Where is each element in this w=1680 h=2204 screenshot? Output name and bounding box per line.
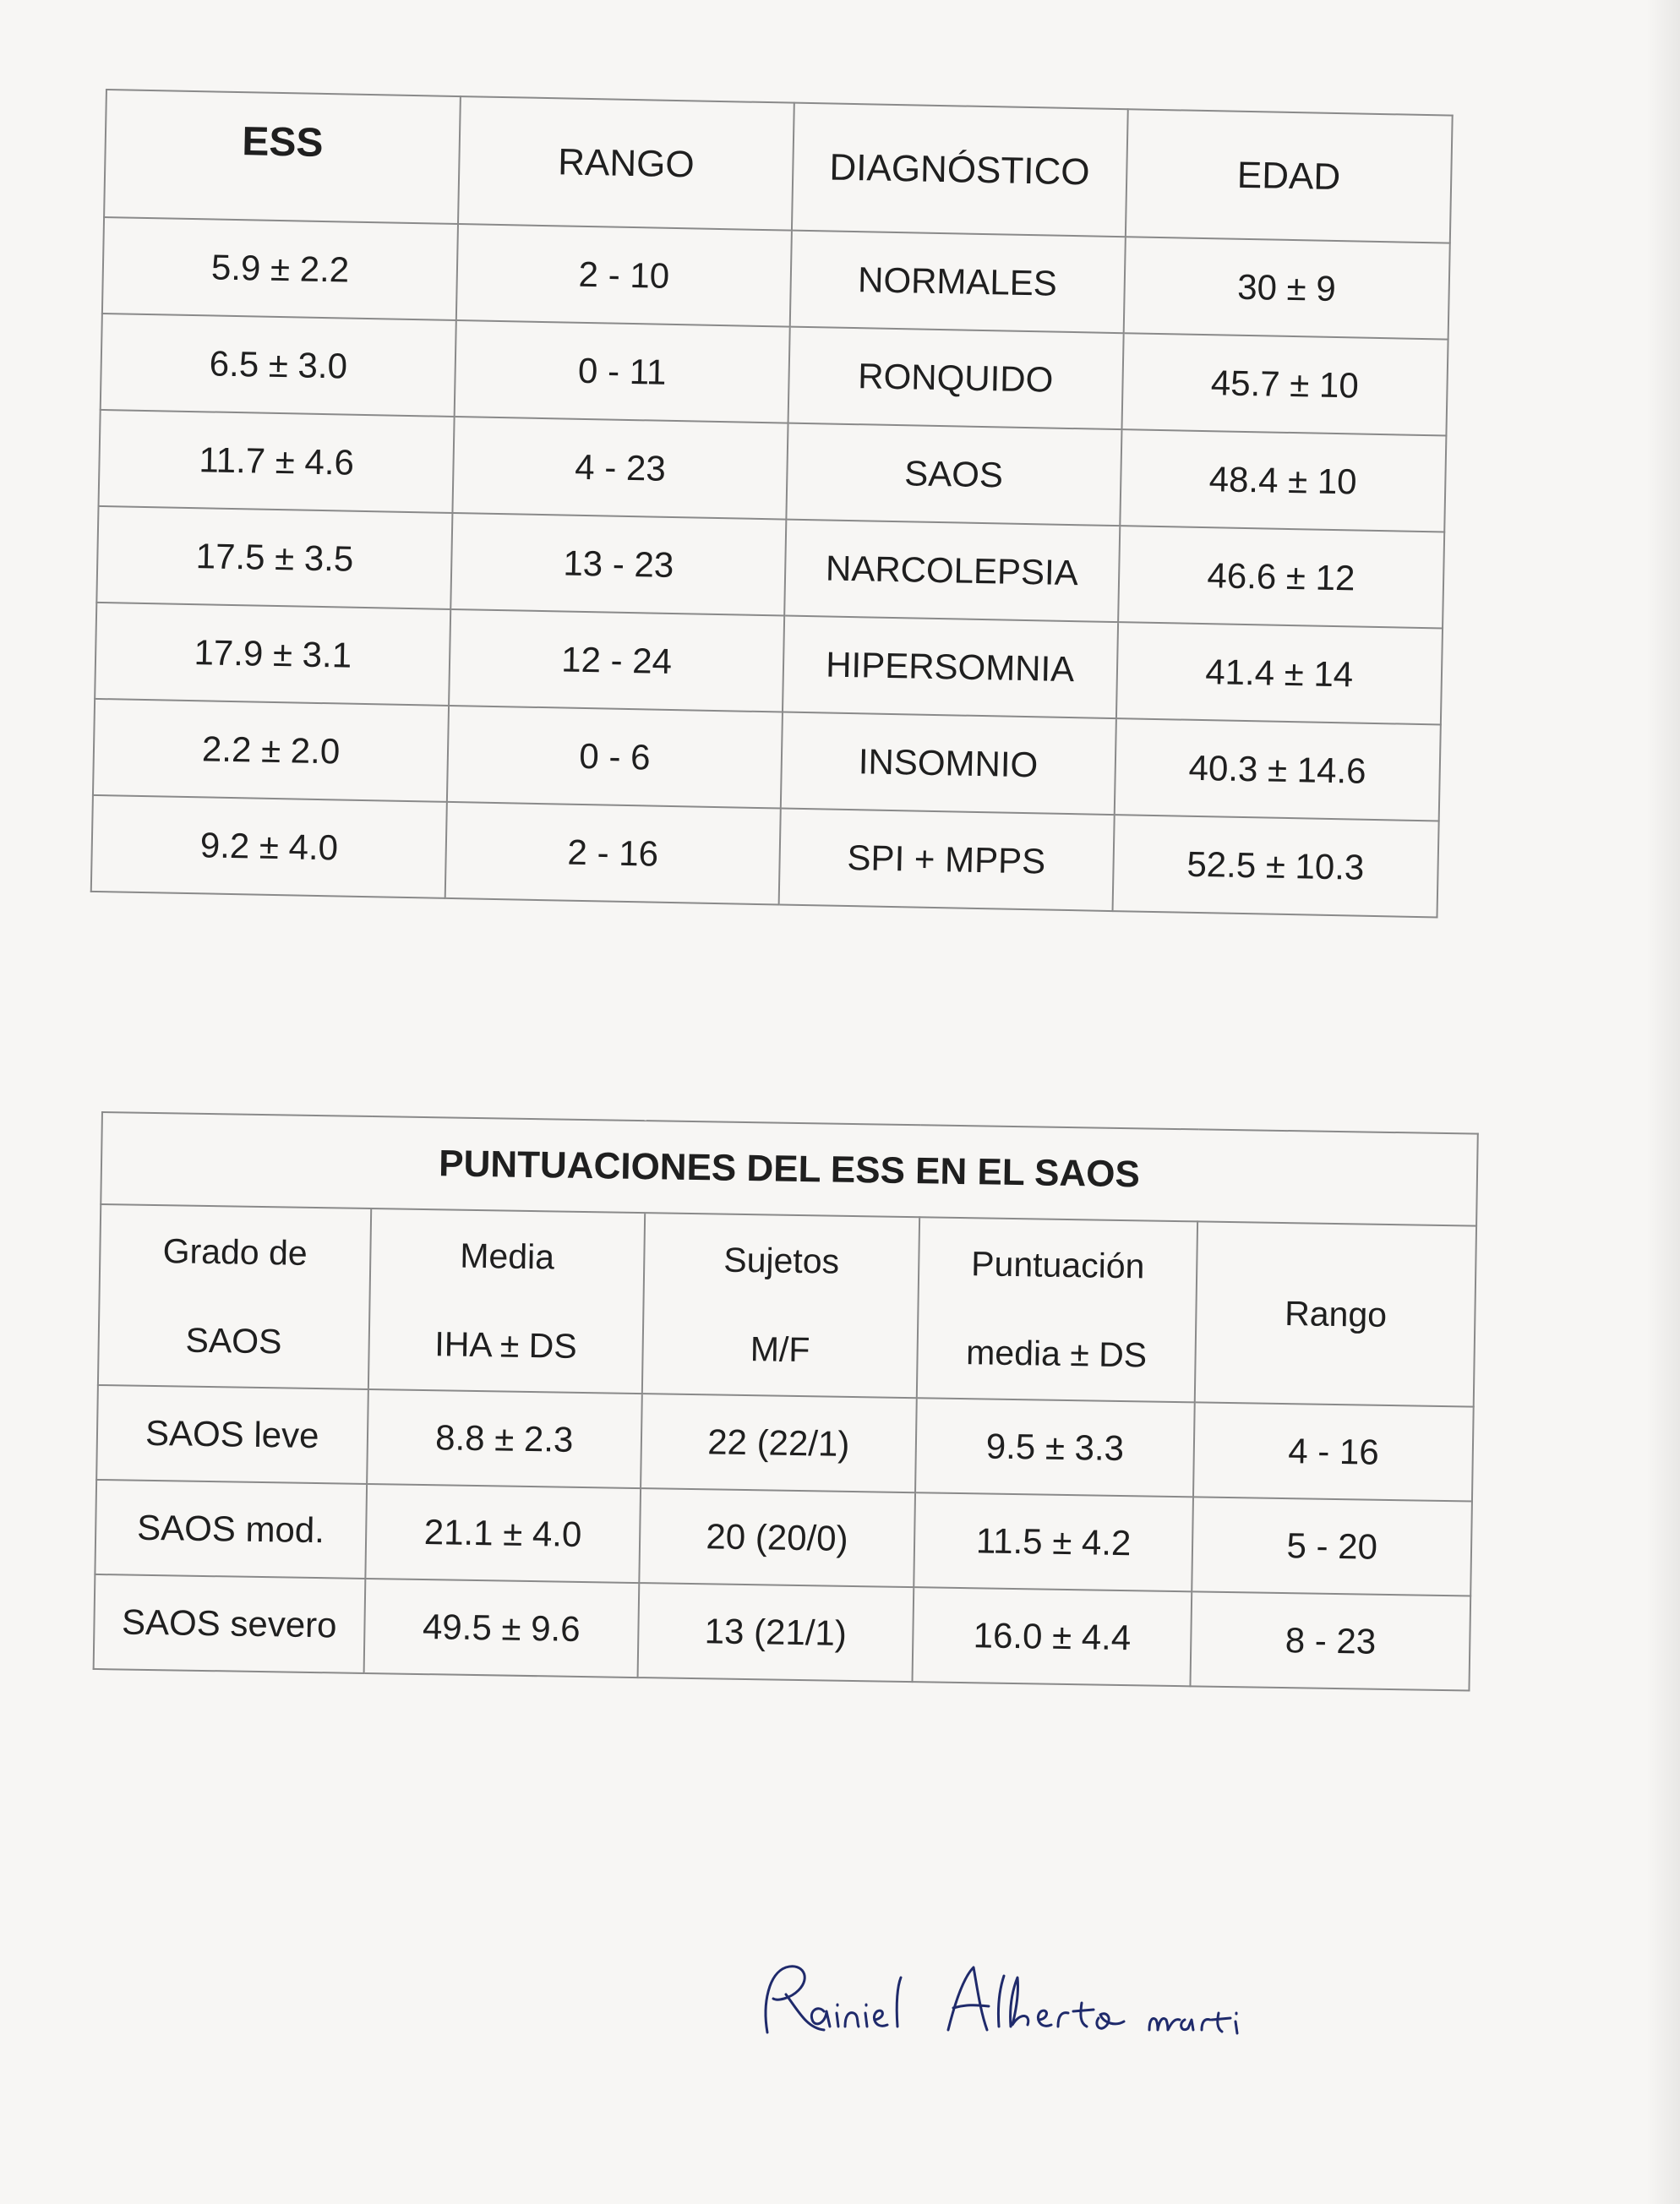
ess-diagnosis-table — [90, 89, 1454, 918]
header-line: Rango — [1284, 1293, 1388, 1334]
cell-puntuacion: 9.5 ± 3.3 — [915, 1398, 1195, 1497]
cell-rango: 4 - 23 — [453, 417, 788, 520]
header-line: Sujetos — [723, 1240, 840, 1281]
cell-rango: 5 - 20 — [1192, 1497, 1472, 1596]
cell-grado: SAOS severo — [94, 1574, 365, 1673]
cell-rango: 12 - 24 — [449, 609, 784, 712]
cell-ess: 17.9 ± 3.1 — [95, 603, 450, 706]
cell-ess: 17.5 ± 3.5 — [96, 506, 452, 609]
cell-ess: 9.2 ± 4.0 — [91, 795, 447, 898]
cell-grado: SAOS mod. — [95, 1480, 366, 1579]
cell-diagnostico: NORMALES — [790, 231, 1126, 334]
saos-scores-table — [93, 1111, 1479, 1692]
header-rango: RANGO — [458, 96, 794, 231]
cell-media: 21.1 ± 4.0 — [365, 1484, 641, 1583]
cell-rango: 8 - 23 — [1191, 1591, 1470, 1690]
header-rango — [1195, 1221, 1476, 1406]
cell-grado: SAOS leve — [96, 1385, 368, 1484]
header-grado — [98, 1204, 371, 1389]
cell-diagnostico: HIPERSOMNIA — [783, 616, 1118, 719]
cell-ess: 5.9 ± 2.2 — [102, 217, 458, 320]
header-line: Media — [460, 1236, 555, 1277]
table-header-row — [104, 90, 1453, 243]
cell-ess: 2.2 ± 2.0 — [93, 699, 449, 802]
cell-rango: 2 - 16 — [445, 802, 781, 905]
cell-diagnostico: INSOMNIO — [781, 712, 1116, 816]
cell-diagnostico: SPI + MPPS — [778, 808, 1114, 911]
cell-ess: 6.5 ± 3.0 — [101, 314, 456, 417]
cell-edad: 46.6 ± 12 — [1118, 526, 1445, 628]
cell-edad: 30 ± 9 — [1123, 237, 1450, 339]
cell-sujetos: 20 (20/0) — [639, 1488, 914, 1587]
header-edad: EDAD — [1125, 109, 1452, 243]
table-title: PUNTUACIONES DEL ESS EN EL SAOS — [101, 1112, 1478, 1226]
cell-diagnostico: NARCOLEPSIA — [784, 520, 1120, 623]
cell-rango: 0 - 11 — [455, 320, 790, 423]
header-line: IHA ± DS — [434, 1324, 578, 1366]
header-line: M/F — [750, 1329, 810, 1370]
page-edge-shadow — [1646, 0, 1680, 2204]
table-header-row — [98, 1204, 1476, 1407]
header-line: Puntuación — [970, 1244, 1145, 1286]
header-diagnostico: DIAGNÓSTICO — [792, 103, 1128, 237]
header-line: media ± DS — [965, 1333, 1148, 1375]
cell-edad: 40.3 ± 14.6 — [1114, 718, 1441, 821]
header-puntuacion — [916, 1217, 1197, 1402]
cell-edad: 48.4 ± 10 — [1120, 429, 1447, 532]
header-media — [368, 1208, 645, 1394]
handwritten-signature — [752, 1952, 1276, 2054]
header-line: SAOS — [185, 1320, 282, 1361]
cell-rango: 2 - 10 — [456, 224, 792, 327]
cell-sujetos: 22 (22/1) — [641, 1394, 916, 1492]
cell-diagnostico: SAOS — [786, 423, 1121, 526]
header-ess: ESS — [104, 90, 461, 224]
cell-ess: 11.7 ± 4.6 — [99, 410, 455, 513]
cell-rango: 0 - 6 — [447, 706, 783, 809]
cell-sujetos: 13 (21/1) — [638, 1583, 914, 1682]
cell-rango: 4 - 16 — [1193, 1402, 1473, 1501]
cell-diagnostico: RONQUIDO — [788, 327, 1123, 430]
cell-rango: 13 - 23 — [451, 513, 787, 616]
cell-edad: 45.7 ± 10 — [1121, 333, 1448, 435]
cell-edad: 41.4 ± 14 — [1115, 622, 1443, 724]
header-sujetos — [642, 1213, 919, 1398]
header-line: Grado de — [162, 1231, 308, 1273]
cell-puntuacion: 16.0 ± 4.4 — [912, 1587, 1192, 1686]
cell-puntuacion: 11.5 ± 4.2 — [914, 1492, 1193, 1591]
cell-edad: 52.5 ± 10.3 — [1112, 815, 1439, 917]
cell-media: 8.8 ± 2.3 — [367, 1389, 642, 1488]
cell-media: 49.5 ± 9.6 — [363, 1579, 639, 1678]
